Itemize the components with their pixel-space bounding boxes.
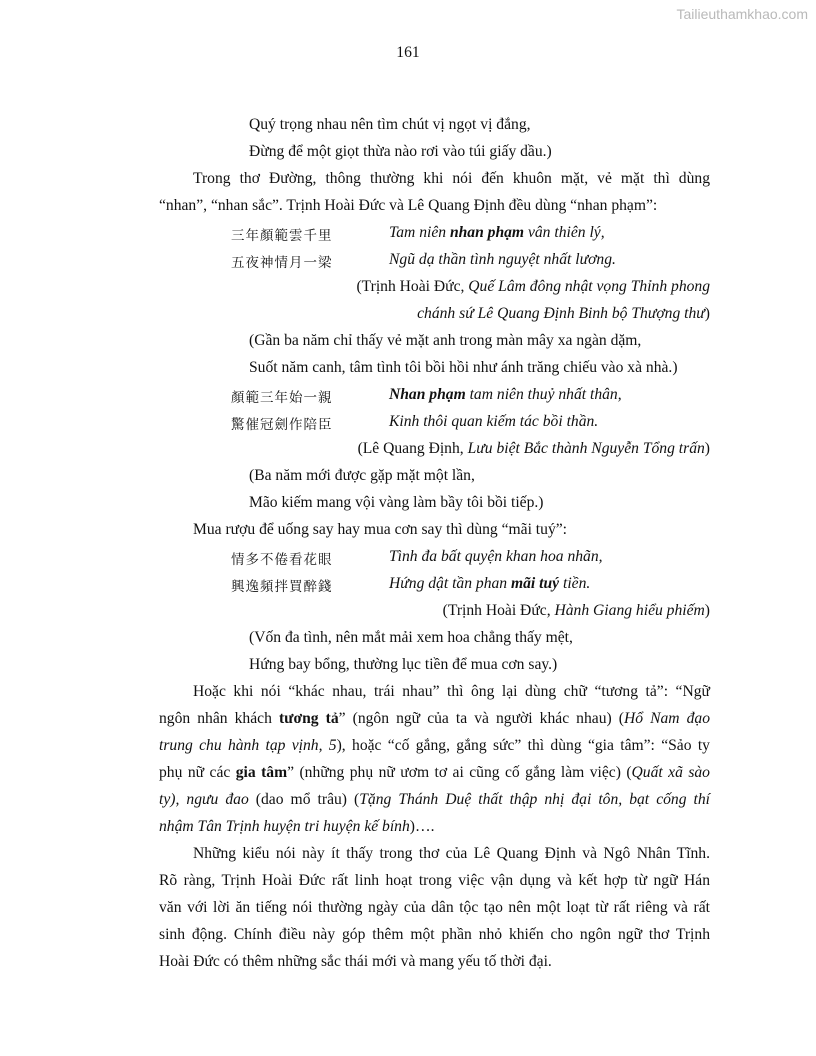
paragraph-4-line-2: Rõ ràng, Trịnh Hoài Đức rất linh hoạt trong việc vận dụng và kết hợp từ ngữ Hán [159, 872, 710, 889]
translation-2-line-2: Mão kiếm mang vội vàng làm bầy tôi bồi tiếp.) [249, 494, 544, 511]
paragraph-3-line-3: trung chu hành tạp vịnh, 5), hoặc “cố gắng, gắng sức” thì dùng “gia tâm”: “Sảo ty [159, 737, 710, 754]
quote-line-2: Đừng để một giọt thừa nào rơi vào túi giấy dầu.) [249, 143, 552, 160]
translation-3-line-1: (Vốn đa tình, nên mắt mải xem hoa chẳng thấy mệt, [249, 629, 573, 646]
paragraph-3-line-2: ngôn nhân khách tương tả” (ngôn ngữ của ta và người khác nhau) (Hổ Nam đạo [159, 710, 710, 727]
translation-2-line-1: (Ba năm mới được gặp mặt một lần, [249, 467, 475, 484]
watermark: Tailieuthamkhao.com [676, 6, 808, 22]
paragraph-3-line-5: ty), ngưu đao (dao mổ trâu) (Tặng Thánh Duệ thất thập nhị đại tôn, bạt cống thí [159, 791, 711, 808]
han-verse-2-line-1: 顏範三年始一親 [231, 390, 333, 406]
han-verse-1-line-1: 三年顏範雲千里 [231, 228, 333, 244]
paragraph-4-line-4: sinh động. Chính điều này góp thêm một phần nhỏ khiến cho ngôn ngữ thơ Trịnh [159, 926, 710, 943]
quote-line-1: Quý trọng nhau nên tìm chút vị ngọt vị đắng, [249, 116, 531, 133]
latin-verse-1-line-2: Ngũ dạ thần tình nguyệt nhất lương. [389, 251, 616, 268]
paragraph-4-line-3: văn với lời ăn tiếng nói thường ngày của dân tộc tạo nên một loạt từ rất riêng và rất [159, 899, 710, 916]
paragraph-3-line-1: Hoặc khi nói “khác nhau, trái nhau” thì ông lại dùng chữ “tương tả”: “Ngữ [193, 683, 710, 700]
paragraph-1-line-2: “nhan”, “nhan sắc”. Trịnh Hoài Đức và Lê Quang Định đều dùng “nhan phạm”: [159, 197, 658, 214]
latin-verse-3-line-2: Hứng dật tần phan mãi tuý tiền. [389, 575, 591, 592]
citation-1-line-2: chánh sứ Lê Quang Định Binh bộ Thượng thư) [417, 305, 710, 322]
han-verse-2-line-2: 驚催冠劍作陪臣 [231, 417, 333, 433]
page-number: 161 [396, 44, 420, 61]
han-verse-1-line-2: 五夜神情月一梁 [231, 255, 333, 271]
translation-1-line-2: Suốt năm canh, tâm tình tôi bồi hồi như ánh trăng chiếu vào xà nhà.) [249, 359, 678, 376]
latin-verse-3-line-1: Tình đa bất quyện khan hoa nhãn, [389, 548, 603, 565]
paragraph-3-line-4: phụ nữ các gia tâm” (những phụ nữ ươm tơ ai cũng cố gắng làm việc) (Quất xã sào [159, 764, 710, 781]
han-verse-3-line-1: 情多不倦看花眼 [231, 552, 333, 568]
translation-1-line-1: (Gần ba năm chỉ thấy vẻ mặt anh trong màn mây xa ngàn dặm, [249, 332, 642, 349]
paragraph-2: Mua rượu để uống say hay mua cơn say thì dùng “mãi tuý”: [193, 521, 567, 538]
paragraph-1-line-1: Trong thơ Đường, thông thường khi nói đến khuôn mặt, vẻ mặt thì dùng [193, 170, 710, 187]
han-verse-3-line-2: 興逸頻拌買醉錢 [231, 579, 333, 595]
latin-verse-2-line-1: Nhan phạm tam niên thuỷ nhất thân, [389, 386, 622, 403]
paragraph-3-line-6: nhậm Tân Trịnh huyện tri huyện kế bính)…. [159, 818, 435, 835]
citation-3: (Trịnh Hoài Đức, Hành Giang hiểu phiếm) [442, 602, 710, 619]
translation-3-line-2: Hứng bay bổng, thường lục tiền để mua cơn say.) [249, 656, 558, 673]
citation-1-line-1: (Trịnh Hoài Đức, Quế Lâm đông nhật vọng Thỉnh phong [356, 278, 710, 295]
paragraph-4-line-5: Hoài Đức có thêm những sắc thái mới và mang yếu tố thời đại. [159, 953, 552, 970]
paragraph-4-line-1: Những kiểu nói này ít thấy trong thơ của Lê Quang Định và Ngô Nhân Tĩnh. [193, 845, 710, 862]
latin-verse-1-line-1: Tam niên nhan phạm vân thiên lý, [389, 224, 605, 241]
latin-verse-2-line-2: Kinh thôi quan kiếm tác bồi thần. [389, 413, 599, 430]
citation-2: (Lê Quang Định, Lưu biệt Bắc thành Nguyễn Tổng trấn) [357, 440, 710, 457]
